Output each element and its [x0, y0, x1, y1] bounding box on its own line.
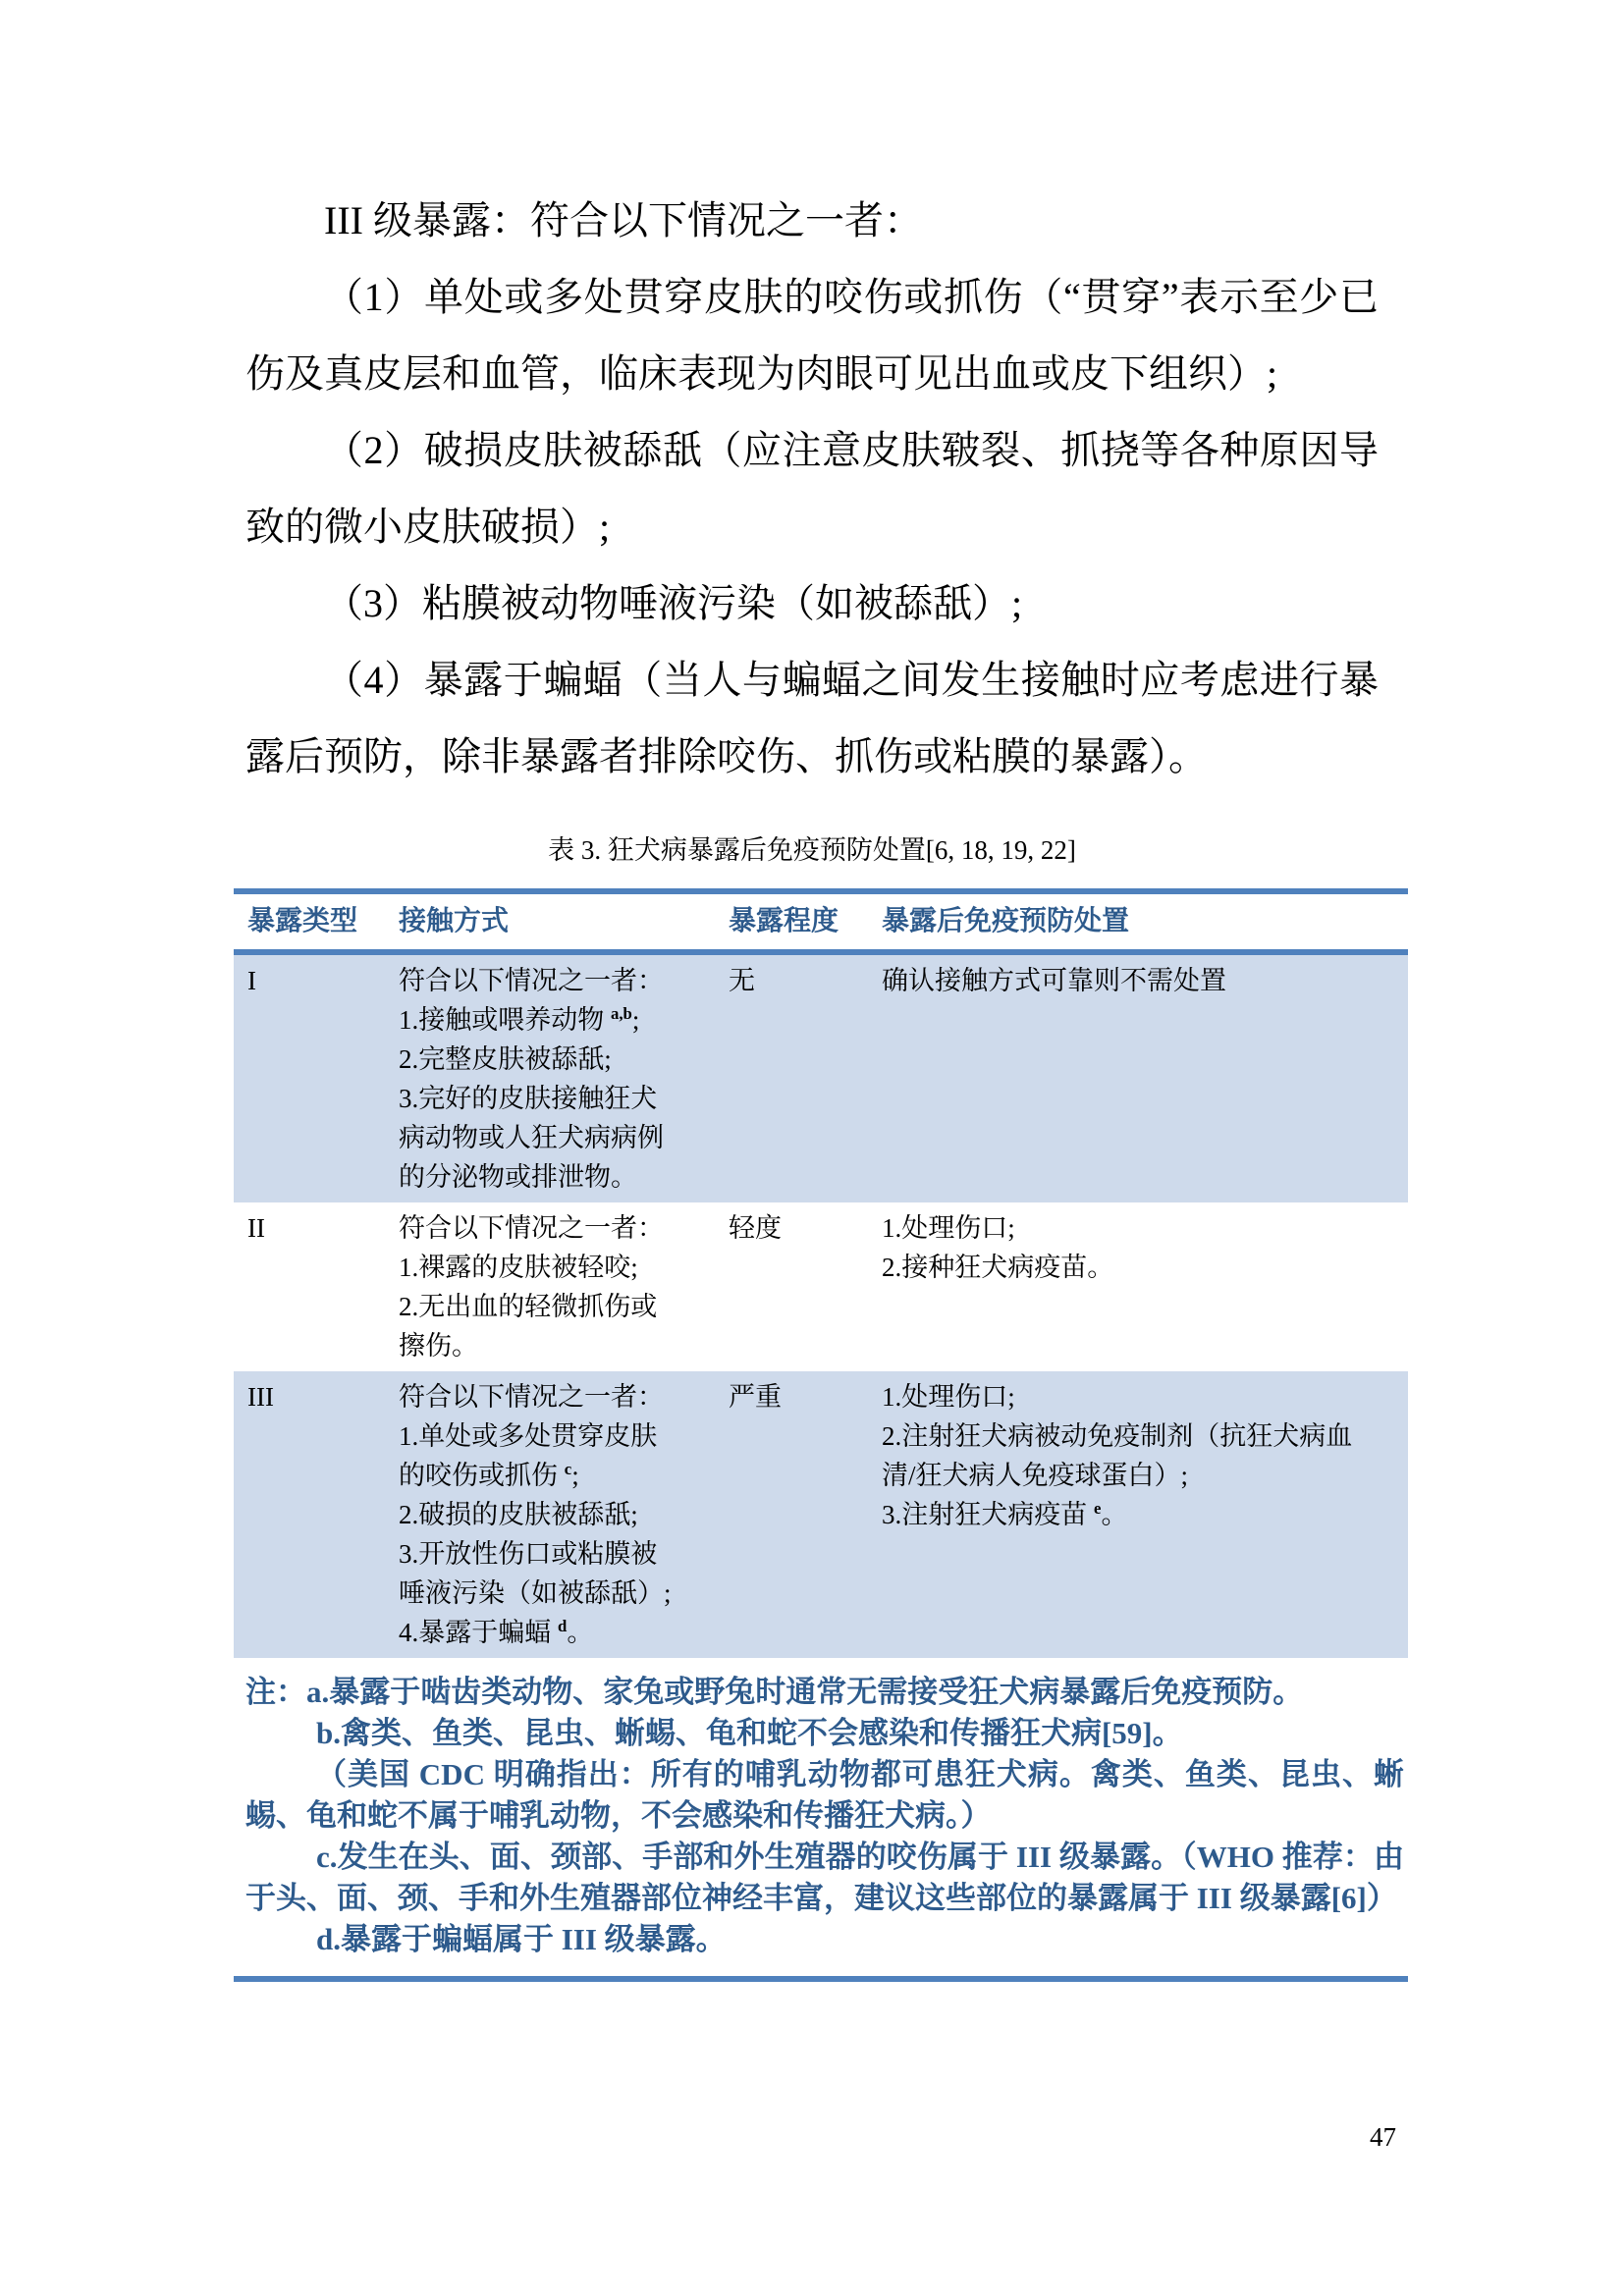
cell-contact [385, 1202, 715, 1371]
table-notes [234, 1658, 1408, 1976]
body-paragraph-1: III 级暴露：符合以下情况之一者： [324, 198, 923, 242]
contact-line: 病动物或人狂犬病病例 [399, 1123, 664, 1152]
note-b-cdc-remark: （美国 CDC 明确指出：所有的哺乳动物都可患狂犬病。禽类、鱼类、昆虫、蜥蜴、龟和蛇不属于哺乳动物，不会感染和传播狂犬病。） [245, 1757, 1404, 1833]
exposure-table [234, 888, 1408, 1982]
page-content [245, 183, 1404, 1982]
contact-line: 2.破损的皮肤被舔舐; [399, 1500, 638, 1529]
header-cell-exposure-degree: 暴露程度 [729, 906, 839, 936]
treatment-line: 3.注射狂犬病疫苗 $^e$。 [882, 1499, 1128, 1529]
contact-line: 擦伤。 [399, 1331, 478, 1361]
cell-contact [385, 1371, 715, 1658]
contact-line: 1.接触或喂养动物 $^{a,b}$; [399, 1004, 640, 1035]
treatment-line: 1.处理伤口; [882, 1382, 1015, 1412]
header-cell-contact-method: 接触方式 [399, 906, 510, 936]
cell-treatment [868, 955, 1408, 1202]
treatment-line: 清/狂犬病人免疫球蛋白）; [882, 1461, 1189, 1490]
table-header-row [234, 888, 1408, 955]
treatment-line: 2.注射狂犬病被动免疫制剂（抗狂犬病血 [882, 1421, 1353, 1451]
contact-line: 4.暴露于蝙蝠 $^d$。 [399, 1617, 594, 1647]
table-row-III [234, 1371, 1408, 1658]
contact-line: 2.完整皮肤被舔舐; [399, 1044, 612, 1074]
contact-line: 的咬伤或抓伤 $^c$; [399, 1460, 579, 1490]
treatment-line: 1.处理伤口; [882, 1213, 1015, 1243]
contact-line: 唾液污染（如被舔舐）; [399, 1578, 672, 1608]
contact-line: 符合以下情况之一者： [399, 1382, 664, 1412]
contact-line: 符合以下情况之一者： [399, 1213, 664, 1243]
contact-line: 1.裸露的皮肤被轻咬; [399, 1253, 638, 1282]
header-cell-treatment: 暴露后免疫预防处置 [882, 906, 1130, 936]
contact-line: 3.完好的皮肤接触狂犬 [399, 1084, 658, 1113]
note-b: b.禽类、鱼类、昆虫、蜥蜴、龟和蛇不会感染和传播狂犬病[59]。 [316, 1716, 1183, 1750]
header-cell-exposure-type: 暴露类型 [247, 906, 358, 936]
body-paragraph-5: （4）暴露于蝙蝠（当人与蝙蝠之间发生接触时应考虑进行暴露后预防，除非暴露者排除咬伤、抓伤或粘膜的暴露）。 [245, 658, 1379, 778]
table-row-I [234, 955, 1408, 1202]
page-number: 47 [1370, 2122, 1396, 2152]
contact-line: 2.无出血的轻微抓伤或 [399, 1292, 658, 1321]
table-caption: 表 3. 狂犬病暴露后免疫预防处置[6, 18, 19, 22] [548, 835, 1076, 865]
contact-line: 的分泌物或排泄物。 [399, 1162, 637, 1192]
cell-degree: 轻度 [729, 1213, 782, 1243]
body-paragraph-4: （3）粘膜被动物唾液污染（如被舔舐）; [324, 581, 1023, 625]
contact-line: 3.开放性伤口或粘膜被 [399, 1539, 658, 1569]
contact-line: 符合以下情况之一者： [399, 966, 664, 995]
note-d: d.暴露于蝙蝠属于 III 级暴露。 [316, 1922, 727, 1956]
note-c: c.发生在头、面、颈部、手部和外生殖器的咬伤属于 III 级暴露。（WHO 推荐：由于头、面、颈、手和外生殖器部位神经丰富，建议这些部位的暴露属于 III 级暴露[6]） [245, 1840, 1404, 1915]
table-row-II [234, 1202, 1408, 1371]
contact-line: 1.单处或多处贯穿皮肤 [399, 1421, 658, 1451]
body-paragraph-2: （1）单处或多处贯穿皮肤的咬伤或抓伤（“贯穿”表示至少已伤及真皮层和血管，临床表现为肉眼可见出血或皮下组织）; [245, 275, 1379, 396]
cell-treatment [868, 1371, 1408, 1658]
cell-degree: 无 [729, 966, 755, 995]
table-bottom-border [234, 1976, 1408, 1982]
cell-contact [385, 955, 715, 1202]
treatment-line: 确认接触方式可靠则不需处置 [882, 966, 1226, 995]
cell-type: I [247, 966, 256, 995]
cell-type: III [247, 1382, 274, 1412]
cell-treatment [868, 1202, 1408, 1371]
cell-type: II [247, 1213, 265, 1243]
body-paragraph-3: （2）破损皮肤被舔舐（应注意皮肤皲裂、抓挠等各种原因导致的微小皮肤破损）; [245, 428, 1379, 549]
note-a: 注：a.暴露于啮齿类动物、家兔或野兔时通常无需接受狂犬病暴露后免疫预防。 [245, 1675, 1304, 1709]
treatment-line: 2.接种狂犬病疫苗。 [882, 1253, 1114, 1282]
cell-degree: 严重 [729, 1382, 782, 1412]
